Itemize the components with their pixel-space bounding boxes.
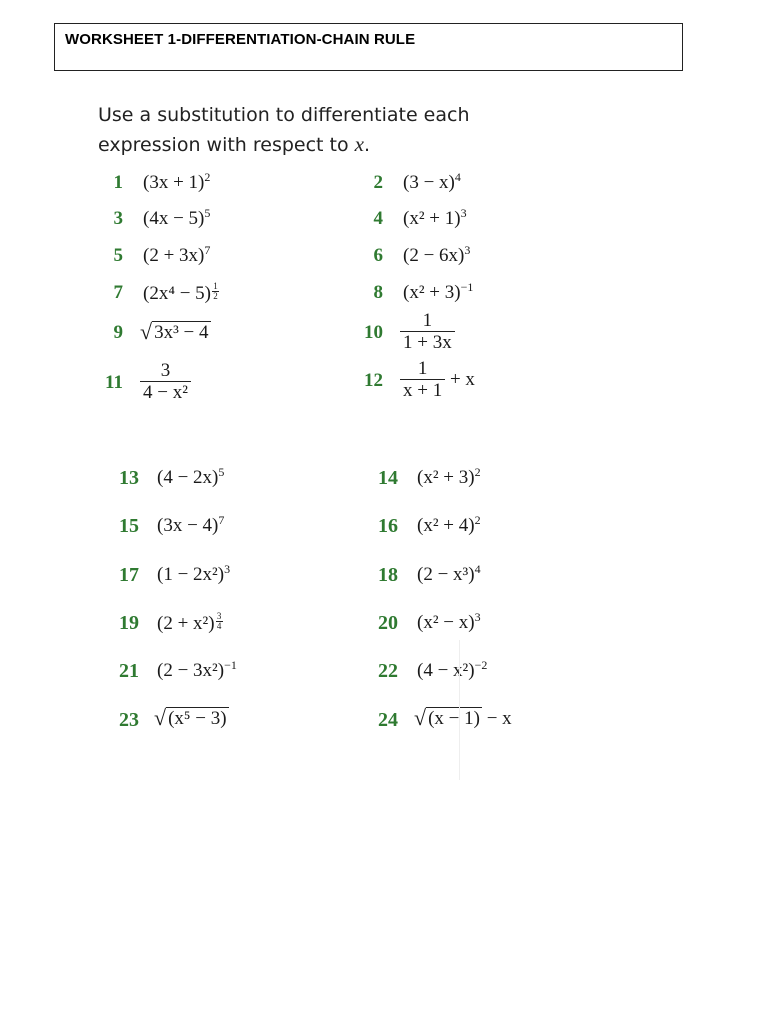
problem-number: 2	[373, 172, 383, 193]
expr-exponent: 7	[204, 243, 211, 257]
expr-base: (1 − 2x²)	[157, 564, 225, 585]
expr-base: (x² − x)	[417, 612, 475, 633]
numerator: 3	[160, 360, 171, 381]
problem-expression	[400, 359, 475, 402]
problem-expression	[143, 172, 210, 194]
expr-exponent: 5	[204, 206, 211, 220]
worksheet-title-box	[54, 23, 683, 71]
expr-suffix: − x	[486, 708, 512, 729]
problem-expression	[157, 515, 224, 537]
expr-suffix: + x	[449, 368, 475, 390]
problem-number: 16	[378, 515, 398, 537]
numerator: 1	[417, 358, 428, 379]
expr-base: (2 + x²)	[157, 613, 215, 634]
expr-base: (2 + 3x)	[143, 245, 205, 266]
instructions-line-2	[98, 130, 518, 160]
expr-base: (2 − 6x)	[403, 245, 465, 266]
fraction	[400, 311, 455, 354]
problem-expression	[143, 282, 219, 305]
instructions-period: .	[364, 134, 371, 156]
expr-exponent: 4	[454, 170, 461, 184]
radicand: (x − 1)	[428, 708, 480, 729]
denominator: 1 + 3x	[400, 331, 455, 354]
problem-number: 4	[373, 208, 383, 229]
problem-number: 3	[113, 208, 123, 229]
expr-base: (4x − 5)	[143, 208, 205, 229]
scan-artifact-line	[459, 640, 460, 780]
problem-number: 22	[378, 660, 398, 682]
problem-number: 5	[113, 245, 123, 266]
problem-number: 13	[119, 467, 139, 489]
square-root: √ (x − 1)	[414, 705, 480, 730]
problem-expression	[157, 612, 223, 635]
problem-number: 18	[378, 564, 398, 586]
problem-expression	[403, 172, 461, 194]
expr-exponent: 3	[464, 243, 471, 257]
problem-expression	[140, 318, 211, 344]
exp-numerator: 3	[216, 611, 222, 621]
expr-exponent: −1	[460, 280, 474, 294]
expr-exponent: 3	[460, 206, 467, 220]
problem-number: 23	[119, 709, 139, 731]
problem-number: 15	[119, 515, 139, 537]
expr-base: (4 − x²)	[417, 660, 475, 681]
problem-number: 7	[113, 282, 123, 303]
problem-number: 11	[105, 372, 123, 393]
problem-number: 8	[373, 282, 383, 303]
exp-denominator: 2	[213, 291, 218, 301]
square-root: √ (x⁵ − 3)	[154, 705, 227, 730]
instructions-line-1: Use a substitution to differentiate each	[98, 104, 470, 126]
denominator: x + 1	[400, 379, 445, 402]
expr-exponent: 2	[204, 170, 211, 184]
expr-exponent: −2	[474, 658, 488, 672]
fraction	[140, 361, 191, 404]
problem-number: 12	[364, 370, 383, 391]
radicand: (x⁵ − 3)	[168, 708, 227, 729]
square-root: √ 3x³ − 4	[140, 319, 209, 344]
problem-expression	[140, 361, 191, 404]
expr-exponent: 3	[474, 610, 481, 624]
problem-number: 17	[119, 564, 139, 586]
problem-number: 20	[378, 612, 398, 634]
expr-base: (3 − x)	[403, 172, 455, 193]
exp-denominator: 4	[216, 621, 222, 631]
expr-base: (x² + 3)	[403, 282, 461, 303]
problem-expression	[417, 564, 481, 586]
expr-base: (4 − 2x)	[157, 467, 219, 488]
exp-numerator: 1	[213, 281, 218, 291]
problem-number: 24	[378, 709, 398, 731]
problem-expression	[403, 282, 473, 304]
problem-expression	[157, 564, 230, 586]
problem-expression	[157, 467, 224, 489]
expr-base: (x² + 3)	[417, 467, 475, 488]
expr-fraction-exponent	[212, 282, 219, 301]
problem-expression	[157, 660, 237, 682]
expr-exponent: 4	[474, 562, 481, 576]
problem-expression	[403, 245, 470, 267]
expr-base: (x² + 4)	[417, 515, 475, 536]
expr-exponent: 2	[474, 513, 481, 527]
problem-number: 6	[373, 245, 383, 266]
problem-number: 9	[113, 322, 123, 343]
problem-expression	[143, 245, 210, 267]
instructions	[98, 101, 518, 160]
problem-expression	[403, 208, 467, 230]
problem-expression	[417, 660, 487, 682]
expr-base: (x² + 1)	[403, 208, 461, 229]
problem-expression	[417, 515, 481, 537]
expr-exponent: 2	[474, 465, 481, 479]
problem-expression	[417, 467, 481, 489]
problem-expression	[400, 311, 455, 354]
denominator: 4 − x²	[140, 381, 191, 404]
problem-expression	[154, 704, 229, 730]
problem-number: 21	[119, 660, 139, 682]
expr-fraction-exponent	[216, 612, 223, 631]
problem-number: 10	[364, 322, 383, 343]
expr-base: (2x⁴ − 5)	[143, 283, 211, 304]
expr-base: (3x + 1)	[143, 172, 205, 193]
expr-exponent: 7	[218, 513, 225, 527]
problem-number: 19	[119, 612, 139, 634]
expr-base: (3x − 4)	[157, 515, 219, 536]
problem-number: 14	[378, 467, 398, 489]
problem-expression	[143, 208, 210, 230]
expr-base: (2 − 3x²)	[157, 660, 225, 681]
fraction	[400, 359, 445, 402]
problem-number: 1	[113, 172, 123, 193]
problem-expression	[417, 612, 481, 634]
instructions-variable: x	[354, 132, 364, 156]
radicand: 3x³ − 4	[154, 322, 209, 343]
instructions-line-2-text: expression with respect to	[98, 134, 355, 156]
worksheet-title: WORKSHEET 1-DIFFERENTIATION-CHAIN RULE	[65, 31, 416, 48]
expr-base: (2 − x³)	[417, 564, 475, 585]
expr-exponent: −1	[224, 658, 237, 672]
expr-exponent: 5	[218, 465, 225, 479]
expr-exponent: 3	[224, 562, 231, 576]
problem-expression	[414, 704, 512, 730]
numerator: 1	[422, 310, 433, 331]
